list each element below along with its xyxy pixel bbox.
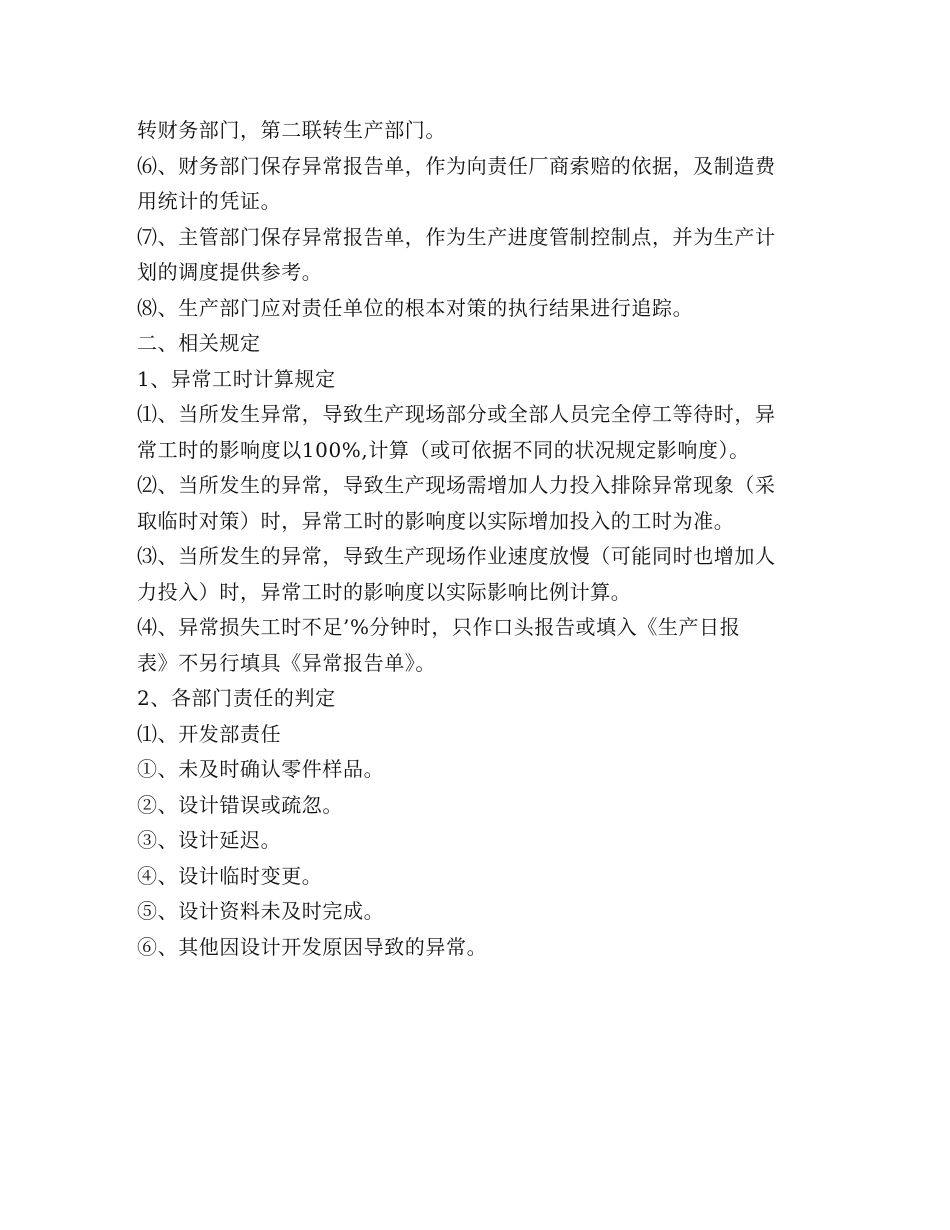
list-item: ⑥、其他因设计开发原因导致的异常。	[137, 934, 488, 959]
text-line: 表》不另行填具《异常报告单》。	[137, 650, 436, 675]
text-line: 取临时对策）时，异常工时的影响度以实际增加投入的工时为准。	[137, 508, 735, 533]
text-line: 常工时的影响度以100%,计算（或可依据不同的状况规定影响度）。	[137, 437, 750, 462]
subsection-heading: 1、异常工时计算规定	[137, 366, 336, 391]
list-item: ③、设计延迟。	[137, 828, 282, 852]
text-line: ⑴、当所发生异常，导致生产现场部分或全部人员完全停工等待时，异	[137, 402, 776, 426]
list-heading: ⑴、开发部责任	[137, 721, 282, 746]
list-item: ①、未及时确认零件样品。	[137, 757, 385, 781]
text-line: ⑺、主管部门保存异常报告单，作为生产进度管制控制点，并为生产计	[137, 224, 776, 249]
text-line: ⑷、异常损失工时不足’%分钟时，只作口头报告或填入《生产日报	[137, 615, 741, 639]
list-item: ④、设计临时变更。	[137, 863, 323, 888]
text-line: 力投入）时，异常工时的影响度以实际影响比例计算。	[137, 579, 632, 604]
list-item: ⑤、设计资料未及时完成。	[137, 899, 385, 923]
text-line: 划的调度提供参考。	[137, 260, 323, 284]
text-line: ⑵、当所发生的异常，导致生产现场需增加人力投入排除异常现象（采	[137, 473, 776, 497]
document-page	[137, 113, 827, 965]
text-line: 转财务部门，第二联转生产部门。	[137, 118, 446, 142]
text-line: ⑶、当所发生的异常，导致生产现场作业速度放慢（可能同时也增加人	[137, 544, 776, 568]
section-heading: 二、相关规定	[137, 331, 261, 355]
subsection-heading: 2、各部门责任的判定	[137, 686, 336, 710]
list-item: ②、设计错误或疏忽。	[137, 792, 343, 817]
text-line: ⑻、生产部门应对责任单位的根本对策的执行结果进行追踪。	[137, 295, 694, 320]
text-line: 用统计的凭证。	[137, 189, 282, 213]
text-line: ⑹、财务部门保存异常报告单，作为向责任厂商索赔的依据，及制造费	[137, 153, 776, 178]
